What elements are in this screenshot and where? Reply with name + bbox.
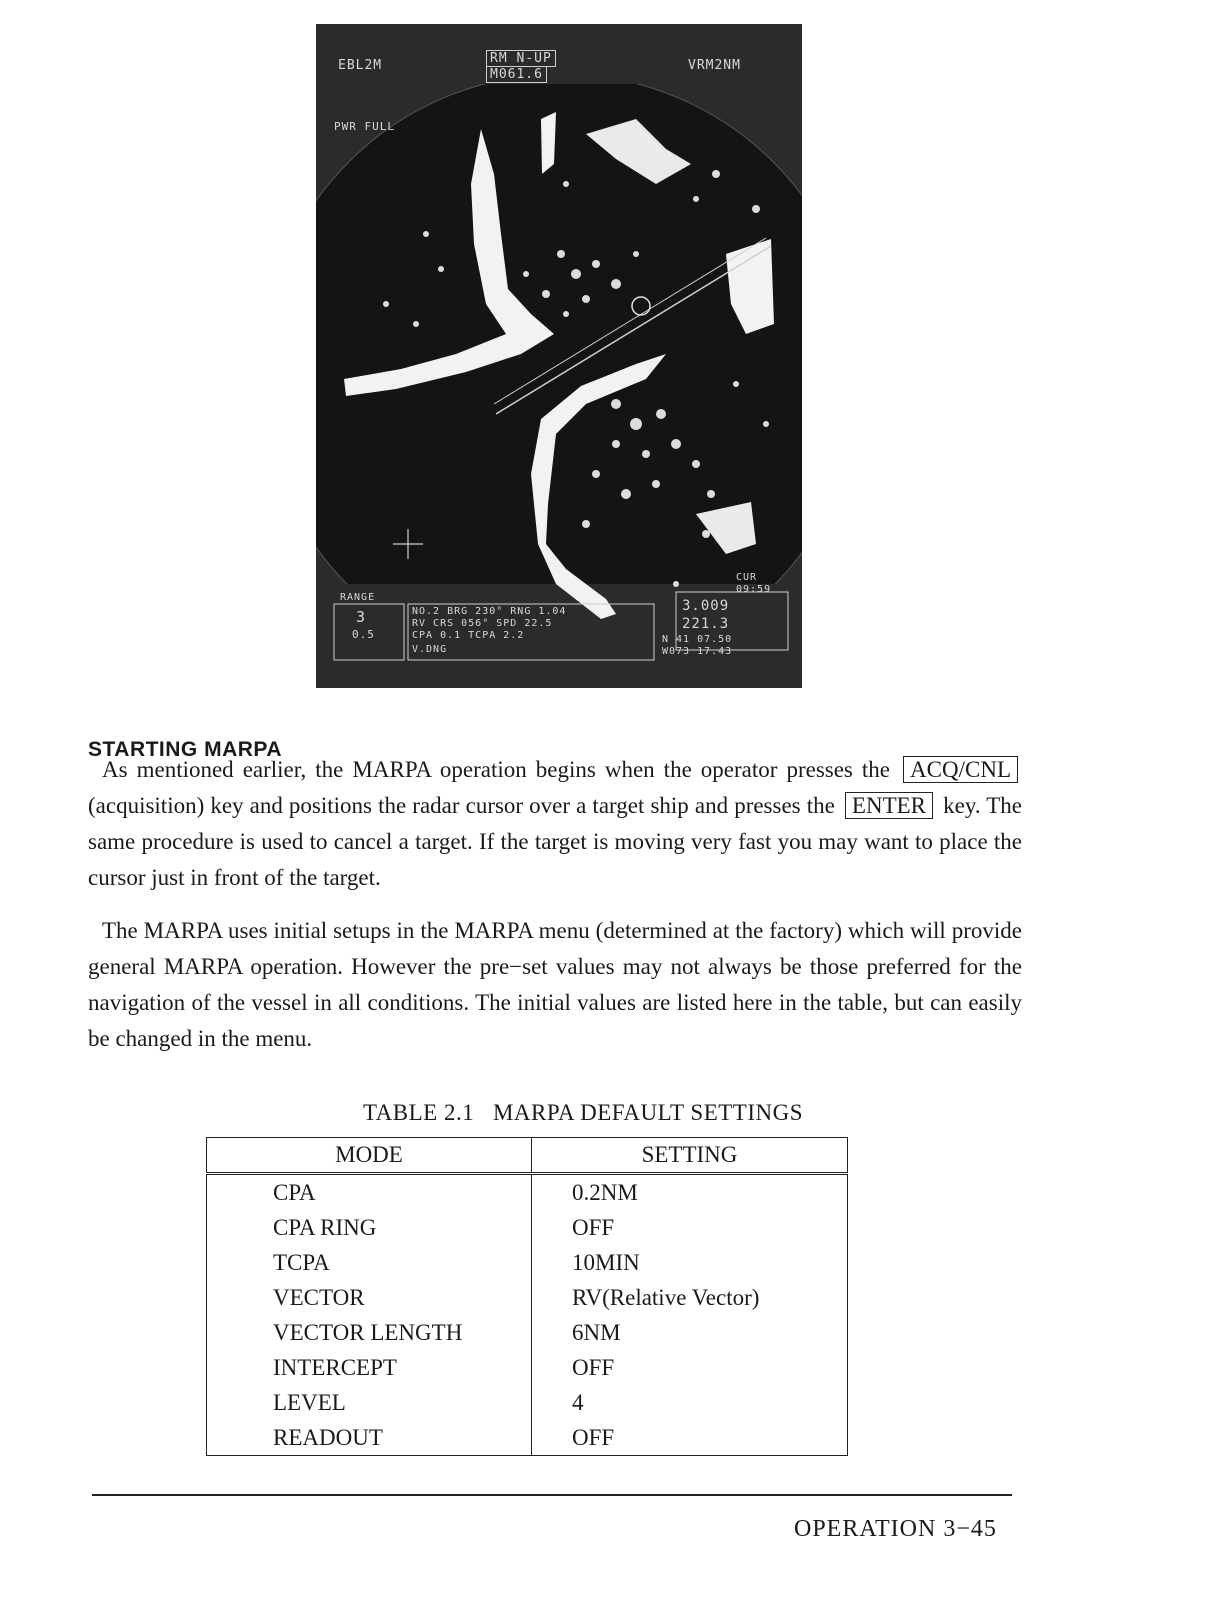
mode-readout-line1: RM N-UP [486,50,556,67]
target-data-line1: NO.2 BRG 230° RNG 1.04 [412,606,567,617]
range-ring-interval: 0.5 [352,628,375,641]
target-data-line4: V.DNG [412,644,448,655]
mode-cell: CPA RING [207,1210,532,1245]
acq-cnl-key: ACQ/CNL [903,756,1018,783]
table-row [207,1174,848,1211]
paragraph-default-setups [88,913,1022,1057]
mode-readout-line2: M061.6 [486,66,547,83]
table-row [207,1315,848,1350]
longitude-readout: W073 17.43 [662,646,733,657]
header-mode: MODE [207,1138,532,1174]
radar-screenshot [316,24,802,688]
mode-cell: TCPA [207,1245,532,1280]
para1-text1: As mentioned earlier, the MARPA operation begins when the operator presses the [102,757,891,782]
setting-cell: OFF [532,1210,848,1245]
setting-cell: 10MIN [532,1245,848,1280]
section-title: STARTING MARPA [88,738,283,761]
para2-text: The MARPA uses initial setups in the MARPA menu (determined at the factory) which will provide general MARPA operation. However the pre−set values may not always be those preferred for the navigation of the vessel in all conditions. The initial values are listed here in the table, but can easily be changed in the menu. [88,918,1022,1051]
target-data-line3: CPA 0.1 TCPA 2.2 [412,630,525,641]
mode-cell: LEVEL [207,1385,532,1420]
para1-text2: (acquisition) key and positions the radar cursor over a target ship and presses the [88,793,835,818]
setting-cell: OFF [532,1420,848,1456]
setting-cell: 4 [532,1385,848,1420]
footer-rule [92,1494,1012,1496]
paragraph-starting-marpa [88,752,1022,896]
target-data-line2: RV CRS 056° SPD 22.5 [412,618,553,629]
page-footer: OPERATION 3−45 [794,1516,997,1542]
table-row [207,1350,848,1385]
setting-cell: 0.2NM [532,1174,848,1211]
table-row [207,1385,848,1420]
range-value: 3 [356,608,367,626]
table-row [207,1420,848,1456]
cursor-time: 09:59 [736,584,772,595]
mode-cell: CPA [207,1174,532,1211]
table-caption [0,1100,1226,1126]
range-label: RANGE [340,592,376,603]
ebl-readout: EBL2M [338,58,383,73]
mode-cell: VECTOR [207,1280,532,1315]
table-row [207,1280,848,1315]
cursor-bearing: 221.3 [682,616,730,632]
latitude-readout: N 41 07.50 [662,634,733,645]
mode-cell: READOUT [207,1420,532,1456]
mode-cell: VECTOR LENGTH [207,1315,532,1350]
table-caption-text: TABLE 2.1 MARPA DEFAULT SETTINGS [362,1100,804,1125]
table-row [207,1210,848,1245]
mode-cell: INTERCEPT [207,1350,532,1385]
power-readout: PWR FULL [334,120,395,133]
cursor-label: CUR [736,572,758,583]
setting-cell: RV(Relative Vector) [532,1280,848,1315]
enter-key: ENTER [845,792,933,819]
setting-cell: 6NM [532,1315,848,1350]
para1-text3: key. The same procedure is used to cancel a target. If the target is moving very fast you may want to place the cursor just in front of the target. [88,793,1023,890]
header-setting: SETTING [532,1138,848,1174]
cursor-range: 3.009 [682,598,730,614]
marpa-default-settings-table [206,1137,848,1456]
vrm-readout: VRM2NM [688,58,741,73]
setting-cell: OFF [532,1350,848,1385]
table-row [207,1245,848,1280]
table-header-row [207,1138,848,1174]
